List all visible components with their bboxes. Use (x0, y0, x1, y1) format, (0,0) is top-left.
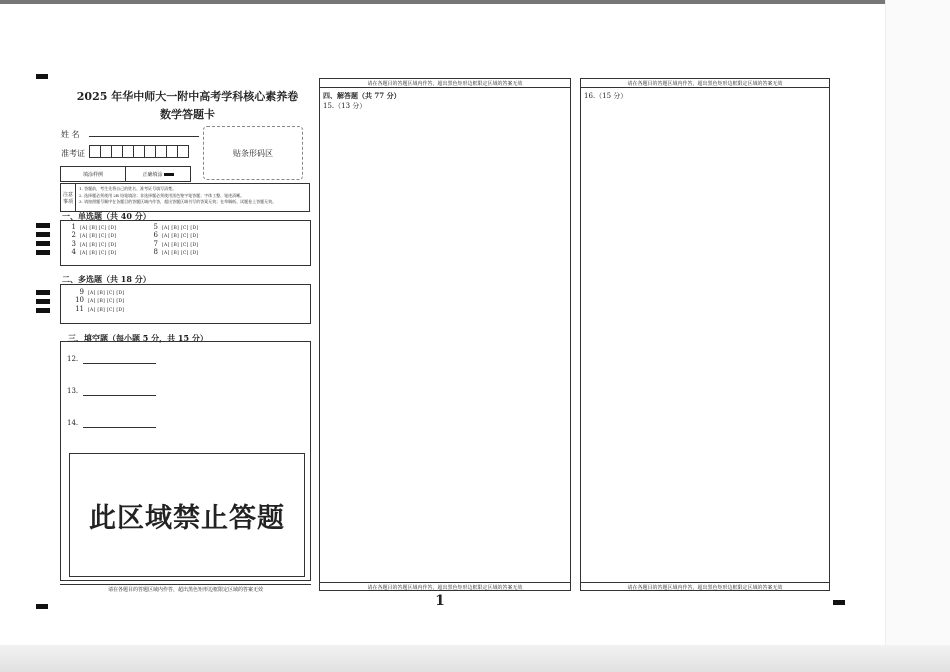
fill-correct: 正确填涂 (125, 167, 190, 181)
timing-mark (36, 232, 50, 237)
answer-box-15[interactable] (319, 78, 571, 591)
barcode-area: 贴条形码区 (203, 126, 303, 180)
header-separator (319, 87, 571, 88)
answer-box-16[interactable] (580, 78, 830, 591)
notes-box (60, 183, 310, 212)
question-row[interactable]: 10 [A] [B] [C] [D] (75, 296, 125, 305)
section1-left-column (64, 223, 116, 256)
section2-title: 二、多选题（共 18 分） (62, 274, 151, 284)
scan-bottom-edge (0, 645, 950, 672)
question-row[interactable]: 8 [A] [B] [C] [D] (153, 247, 199, 256)
header-separator (580, 87, 830, 88)
fill-example-label: 填涂样例 (82, 171, 103, 178)
footer-separator (580, 582, 830, 583)
alignment-mark-bottom-left (36, 604, 48, 609)
footer-separator (319, 582, 571, 583)
section1-right-column (146, 223, 198, 256)
note-item: 3. 请按照题号顺序在各题目的答题区域内作答，超出答题区域书写的答案无效；在草稿纸、试题卷上答题无效。 (79, 199, 277, 204)
question-row[interactable]: 4 [A] [B] [C] [D] (71, 247, 117, 256)
question-row[interactable]: 3 [A] [B] [C] [D] (71, 239, 117, 248)
question-row[interactable]: 7 [A] [B] [C] [D] (153, 239, 199, 248)
alignment-mark-bottom-right (833, 600, 845, 605)
no-answer-zone: 此区域禁止答题 (69, 453, 305, 577)
notes-label: 注意事项 (61, 184, 76, 211)
timing-mark (36, 299, 50, 304)
answer-line[interactable] (83, 427, 156, 428)
section1-title: 一、单选题（共 40 分） (62, 211, 151, 221)
answer-line[interactable] (83, 363, 156, 364)
name-label: 姓 名 (61, 130, 80, 139)
section4-title: 四、解答题（共 77 分） (323, 91, 401, 100)
note-item: 1. 答题前，考生先将自己的姓名、准考证号填写清楚。 (79, 186, 177, 191)
question-row[interactable]: 6 [A] [B] [C] [D] (153, 231, 199, 240)
answer-line[interactable] (83, 395, 156, 396)
scan-top-edge (0, 0, 950, 4)
filled-mark-icon (164, 173, 174, 176)
alignment-mark-top-left (36, 74, 48, 79)
question-row[interactable]: 5 [A] [B] [C] [D] (153, 223, 199, 231)
timing-mark (36, 308, 50, 313)
question-row[interactable]: 11 [A] [B] [C] [D] (75, 304, 125, 313)
fill-item-13: 13. (67, 387, 79, 395)
question-row[interactable]: 9 [A] [B] [C] [D] (79, 288, 125, 296)
fill-item-14: 14. (67, 419, 79, 427)
question-row[interactable]: 2 [A] [B] [C] [D] (71, 231, 117, 240)
section2-column (72, 288, 124, 313)
notice-header-middle: 请在各题目的答题区域内作答，超出黑色矩形边框限定区域的答案无效 (367, 81, 523, 87)
timing-mark (36, 223, 50, 228)
notice-footer-left: 请在各题目的答题区域内作答，超出黑色矩形边框限定区域的答案无效 (107, 587, 263, 593)
notice-header-right: 请在各题目的答题区域内作答，超出黑色矩形边框限定区域的答案无效 (627, 81, 783, 87)
timing-mark (36, 250, 50, 255)
exam-title: 2025 年华中师大一附中高考学科核心素养卷 (76, 90, 299, 103)
section3-title: 三、填空题（每小题 5 分，共 15 分） (68, 333, 208, 343)
timing-mark (36, 241, 50, 246)
question-15-label: 15.（13 分） (323, 102, 367, 110)
exam-id-label: 准考证 (61, 149, 85, 158)
notice-footer-middle: 请在各题目的答题区域内作答，超出黑色矩形边框限定区域的答案无效 (367, 585, 523, 591)
fill-example (60, 166, 191, 182)
card-title: 数学答题卡 (160, 108, 215, 121)
scan-right-margin (885, 0, 950, 645)
fill-item-12: 12. (67, 355, 79, 363)
notice-footer-right: 请在各题目的答题区域内作答，超出黑色矩形边框限定区域的答案无效 (627, 585, 783, 591)
question-16-label: 16.（15 分） (584, 92, 628, 100)
question-row[interactable]: 1 [A] [B] [C] [D] (71, 223, 117, 231)
timing-mark (36, 290, 50, 295)
footer-separator (60, 584, 311, 585)
page-number: 1 (435, 593, 445, 609)
note-item: 2. 选择题必须使用 2B 铅笔填涂；非选择题必须使用黑色签字笔答题；字体工整、笔迹清晰。 (79, 192, 245, 198)
name-field[interactable] (89, 136, 199, 137)
exam-id-boxes[interactable] (89, 145, 188, 158)
